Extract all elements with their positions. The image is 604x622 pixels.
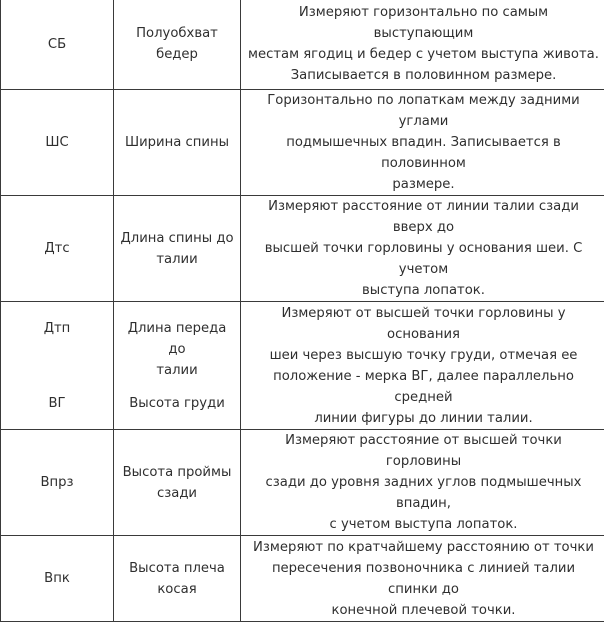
measure-name-line: косая [120,579,234,600]
description-line: шеи через высшую точку груди, отмечая ее [247,345,600,366]
description-line: Записывается в половинном размере. [247,65,600,86]
measure-description [241,302,604,430]
measure-description [241,430,604,536]
measure-abbreviation: Впк [1,536,114,622]
measure-name [114,536,241,622]
measure-name [114,196,241,302]
table-row [1,430,604,536]
measure-name: Полуобхват бедер [114,0,241,90]
table-row [1,90,604,196]
measure-name-line: талии [120,249,234,270]
measure-name-line: Длина переда до [120,318,234,360]
description-line: пересечения позвоночника с линией талии спинки до [247,558,600,600]
measure-abbreviation: ВГ [48,393,65,414]
measure-name-line: сзади [120,483,234,504]
measure-name [114,430,241,536]
description-line: местам ягодиц и бедер с учетом выступа живота. [247,44,600,65]
description-line: Горизонтально по лопаткам между задними углами [247,90,600,132]
measure-name: Ширина спины [114,90,241,196]
table-row [1,536,604,622]
description-line: выступа лопаток. [247,280,600,301]
measure-name-line: Высота плеча [120,558,234,579]
measure-abbreviation: Дтп [44,318,71,339]
measure-name-cell [114,302,241,430]
measure-abbreviation: Дтс [1,196,114,302]
measure-name-line: Высота проймы [120,462,234,483]
description-line: линии фигуры до линии талии. [247,408,600,429]
table-row [1,196,604,302]
description-line: сзади до уровня задних углов подмышечных впадин, [247,472,600,514]
measure-description [241,0,604,90]
measure-description [241,196,604,302]
table-row [1,0,604,90]
measure-abbreviation-cell [1,302,114,430]
measure-abbreviation: СБ [1,0,114,90]
measure-name-group [120,318,234,381]
description-line: подмышечных впадин. Записывается в половинном [247,132,600,174]
description-line: Измеряют расстояние от линии талии сзади вверх до [247,196,600,238]
measure-name: Высота груди [129,393,225,414]
description-line: размере. [247,174,600,195]
description-line: Измеряют расстояние от высшей точки горловины [247,430,600,472]
description-line: Измеряют по кратчайшему расстоянию от точки [247,537,600,558]
description-line: Измеряют горизонтально по самым выступающим [247,2,600,44]
measure-abbreviation: Впрз [1,430,114,536]
description-line: Измеряют от высшей точки горловины у основания [247,303,600,345]
description-line: с учетом выступа лопаток. [247,514,600,535]
table-row [1,302,604,430]
description-line: положение - мерка ВГ, далее параллельно средней [247,366,600,408]
description-line: конечной плечевой точки. [247,600,600,621]
description-line: высшей точки горловины у основания шеи. С учетом [247,238,600,280]
measure-description [241,536,604,622]
measure-name-line: Длина спины до [120,228,234,249]
measure-description [241,90,604,196]
measure-name-line: талии [120,360,234,381]
measure-abbreviation: ШС [1,90,114,196]
